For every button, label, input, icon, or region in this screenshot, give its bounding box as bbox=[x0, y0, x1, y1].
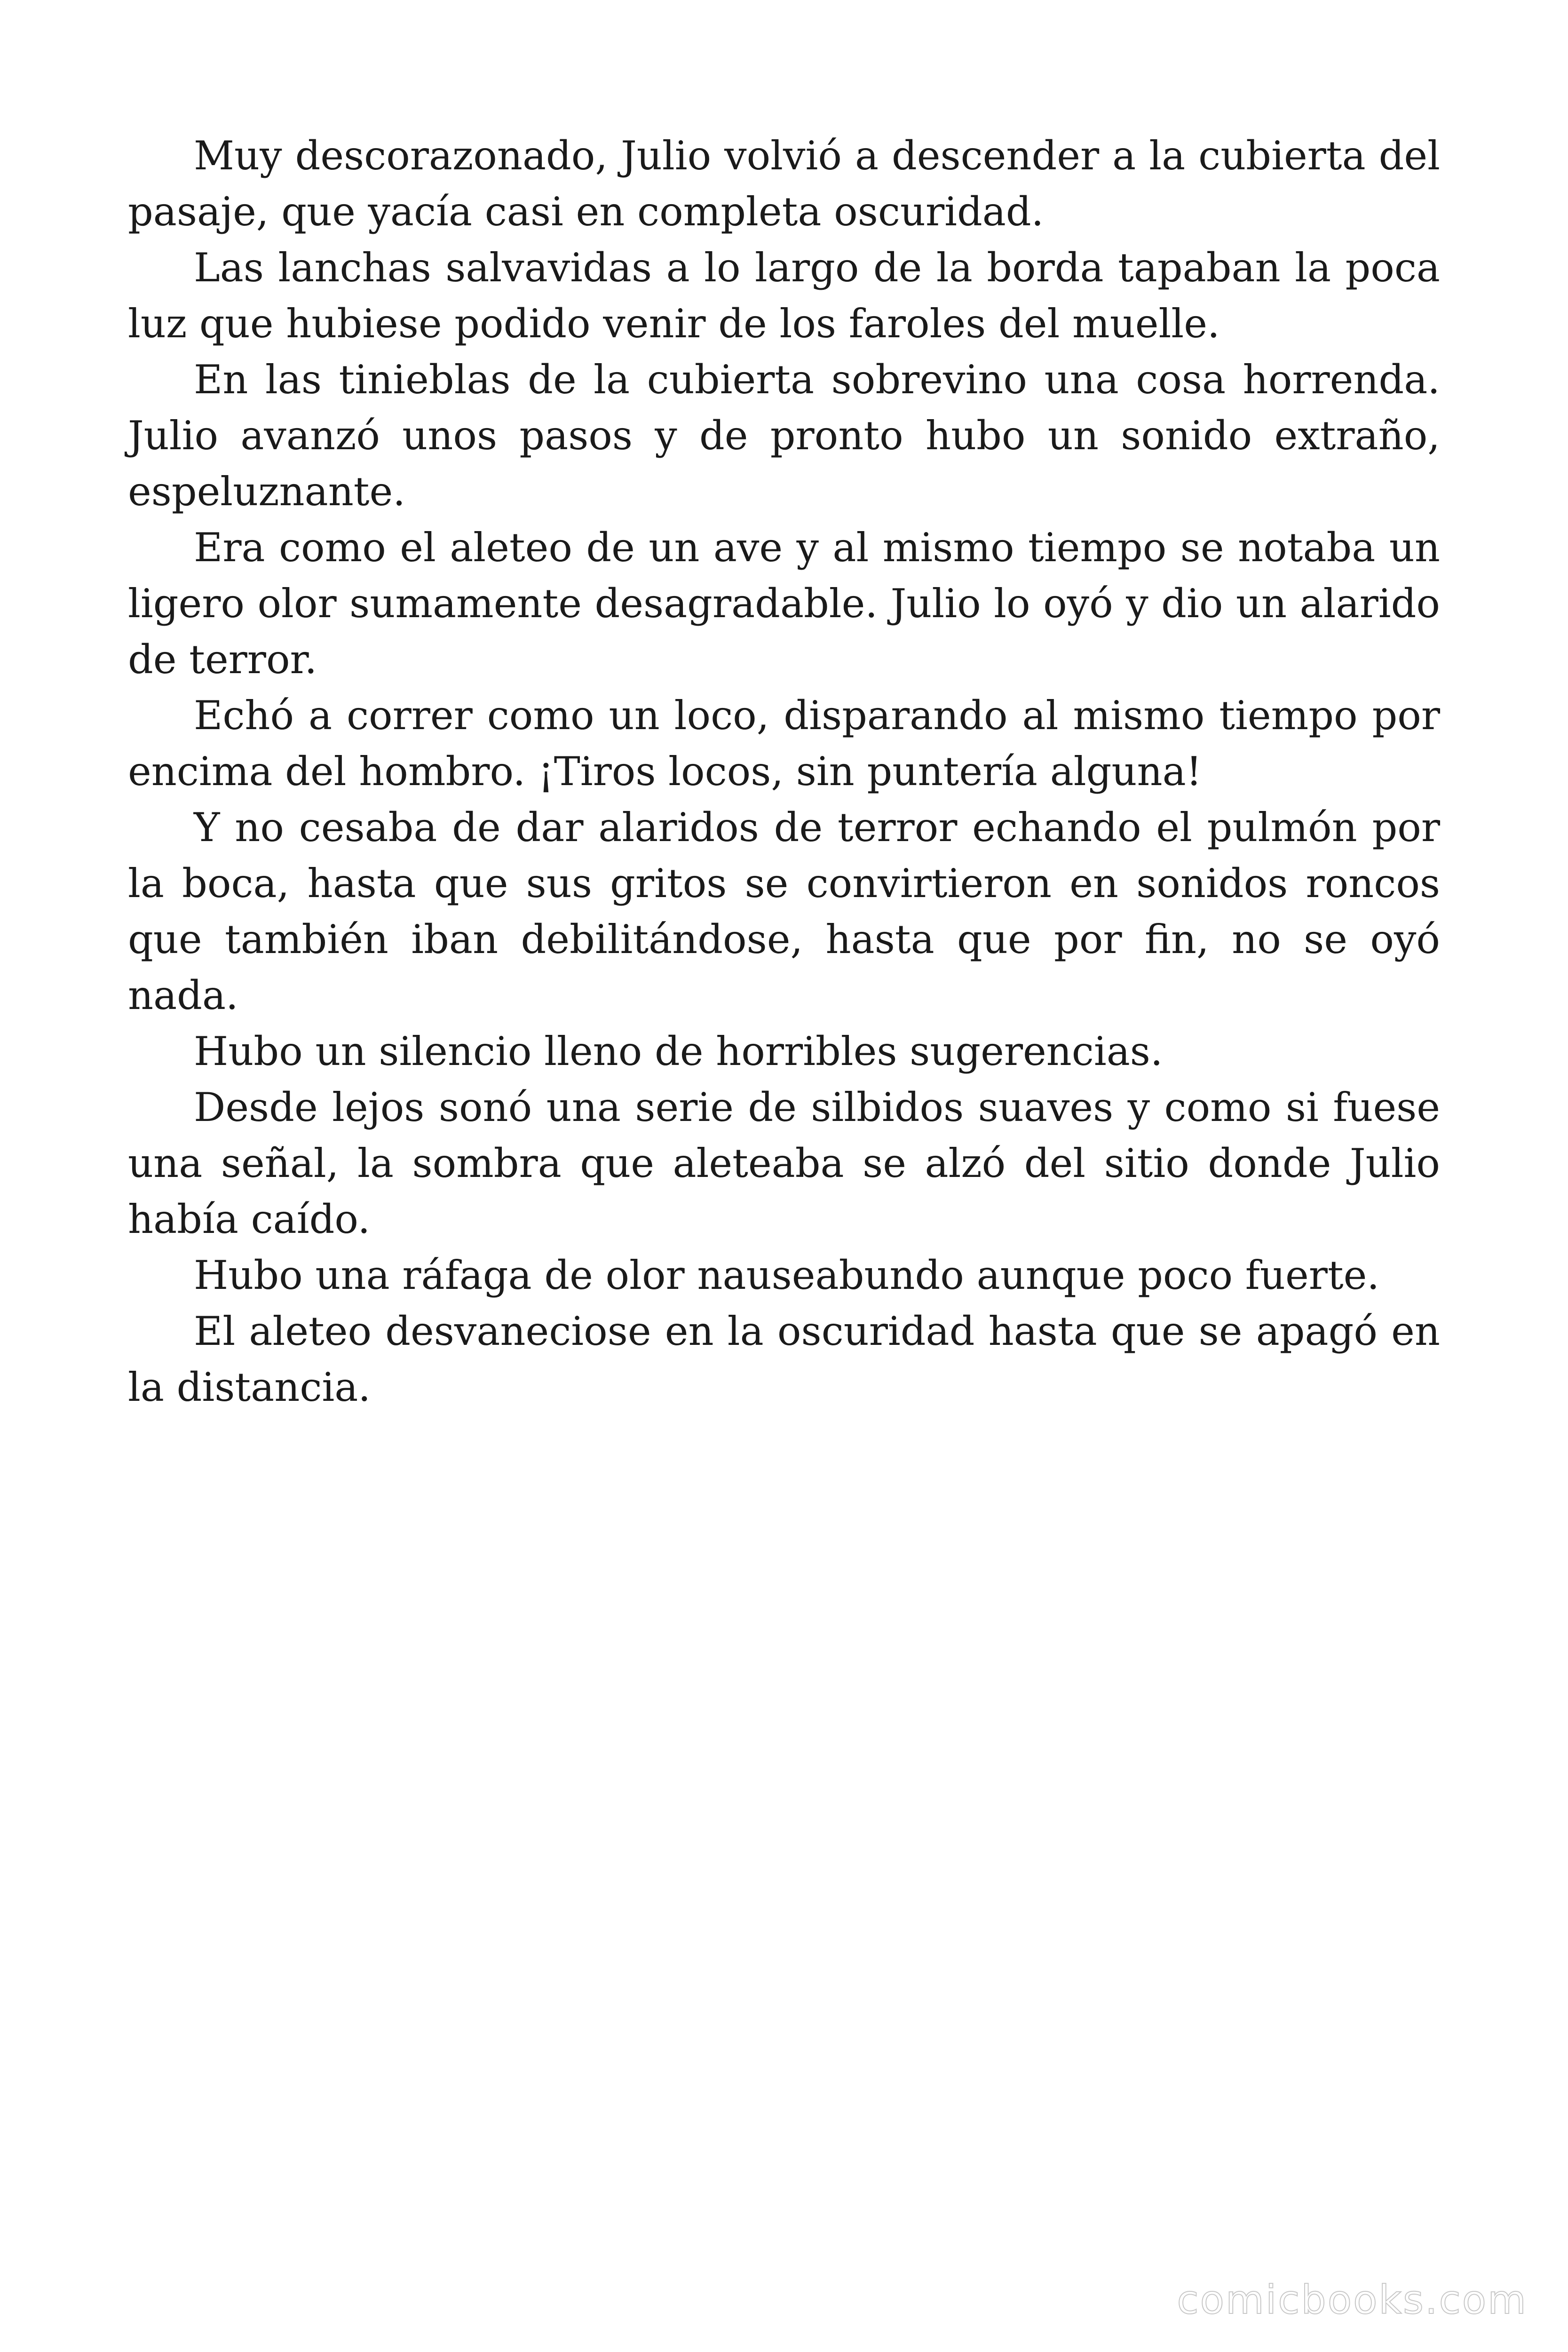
paragraph: Las lanchas salvavidas a lo largo de la borda tapaban la poca luz que hubiese podido venir de los faroles del muelle. bbox=[128, 245, 1440, 347]
paragraph: En las tinieblas de la cubierta sobrevino una cosa horrenda. Julio avanzó unos pasos y de pronto hubo un sonido extraño, espeluznante. bbox=[128, 357, 1440, 515]
watermark: comicbooks.com bbox=[1177, 2277, 1528, 2323]
paragraph: Hubo un silencio lleno de horribles sugerencias. bbox=[194, 1028, 1163, 1074]
paragraph: Era como el aleteo de un ave y al mismo tiempo se notaba un ligero olor sumamente desagradable. Julio lo oyó y dio un alarido de terror. bbox=[128, 524, 1440, 683]
paragraph: El aleteo desvaneciose en la oscuridad hasta que se apagó en la distancia. bbox=[128, 1308, 1440, 1410]
paragraph: Y no cesaba de dar alaridos de terror echando el pulmón por la boca, hasta que sus gritos se convirtieron en sonidos roncos que también iban debilitándose, hasta que por fin, no se oyó nada. bbox=[128, 804, 1440, 1018]
paragraph: Hubo una ráfaga de olor nauseabundo aunque poco fuerte. bbox=[194, 1252, 1380, 1298]
paragraph: Echó a correr como un loco, disparando al mismo tiempo por encima del hombro. ¡Tiros locos, sin puntería alguna! bbox=[128, 692, 1440, 795]
paragraph: Desde lejos sonó una serie de silbidos suaves y como si fuese una señal, la sombra que aleteaba se alzó del sitio donde Julio había caído. bbox=[128, 1084, 1440, 1242]
paragraph: Muy descorazonado, Julio volvió a descender a la cubierta del pasaje, que yacía casi en completa oscuridad. bbox=[128, 133, 1440, 235]
body-text bbox=[128, 128, 1440, 1415]
